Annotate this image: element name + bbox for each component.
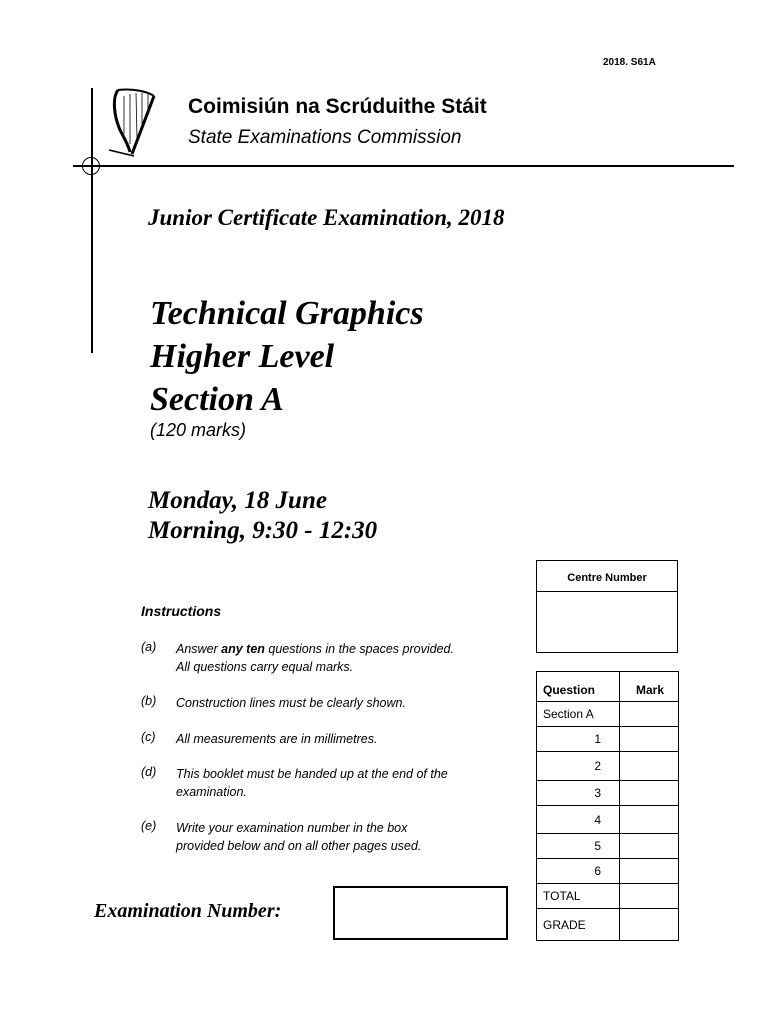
table-row: [537, 834, 679, 859]
instruction-text: Construction lines must be clearly shown.: [176, 696, 406, 710]
instruction-label: (d): [141, 765, 157, 779]
subject-line: Technical Graphics: [150, 295, 424, 332]
total-label: TOTAL: [537, 884, 620, 909]
date-line: Monday, 18 June: [148, 487, 327, 514]
table-row: [537, 909, 679, 941]
question-cell: 2: [537, 752, 620, 781]
paper-code: 2018. S61A: [603, 57, 656, 68]
examination-number-box[interactable]: [333, 886, 508, 940]
question-cell: 6: [537, 859, 620, 884]
instruction-text: Write your examination number in the box provided below and on all other pages used.: [176, 821, 422, 853]
org-name-english: State Examinations Commission: [188, 127, 462, 148]
question-cell: 4: [537, 806, 620, 834]
centre-number-label: Centre Number: [537, 561, 677, 592]
table-row: [537, 859, 679, 884]
question-cell: 1: [537, 727, 620, 752]
org-name-irish: Coimisiún na Scrúduithe Stáit: [188, 95, 487, 118]
table-row: [537, 781, 679, 806]
subject-title: [150, 292, 424, 421]
instruction-text: Answer any ten questions in the spaces provided. All questions carry equal marks.: [176, 642, 454, 674]
mark-cell[interactable]: [620, 834, 679, 859]
level-line: Higher Level: [150, 338, 335, 375]
table-header-row: [537, 672, 679, 702]
table-row: [537, 702, 679, 727]
table-row: [537, 806, 679, 834]
mark-cell[interactable]: [620, 806, 679, 834]
mark-cell[interactable]: [620, 702, 679, 727]
instruction-label: (a): [141, 640, 157, 654]
mark-cell[interactable]: [620, 781, 679, 806]
instructions-heading: Instructions: [141, 603, 222, 619]
instruction-label: (c): [141, 730, 156, 744]
examination-number-label: Examination Number:: [94, 900, 282, 922]
table-row: [537, 884, 679, 909]
question-cell: 3: [537, 781, 620, 806]
question-cell: Section A: [537, 702, 620, 727]
question-header: Question: [537, 672, 620, 702]
margin-vertical-line: [91, 88, 93, 353]
instruction-text: This booklet must be handed up at the end of the examination.: [176, 767, 448, 799]
grade-label: GRADE: [537, 909, 620, 941]
grade-cell[interactable]: [620, 909, 679, 941]
mark-header: Mark: [620, 672, 679, 702]
harp-logo-icon: [104, 86, 159, 158]
section-line: Section A: [150, 381, 284, 418]
mark-cell[interactable]: [620, 727, 679, 752]
header-horizontal-line: [73, 165, 734, 167]
registration-circle: [82, 157, 100, 175]
mark-cell[interactable]: [620, 752, 679, 781]
mark-cell[interactable]: [620, 859, 679, 884]
time-line: Morning, 9:30 - 12:30: [148, 517, 378, 544]
instruction-label: (b): [141, 694, 157, 708]
exam-date: [148, 486, 377, 546]
exam-title: Junior Certificate Examination, 2018: [148, 205, 505, 230]
instruction-text: All measurements are in millimetres.: [176, 732, 378, 746]
total-cell[interactable]: [620, 884, 679, 909]
question-cell: 5: [537, 834, 620, 859]
total-marks: (120 marks): [150, 420, 247, 440]
table-row: [537, 752, 679, 781]
instruction-label: (e): [141, 819, 157, 833]
table-row: [537, 727, 679, 752]
marks-table: [536, 671, 679, 941]
centre-number-box[interactable]: [536, 560, 678, 653]
